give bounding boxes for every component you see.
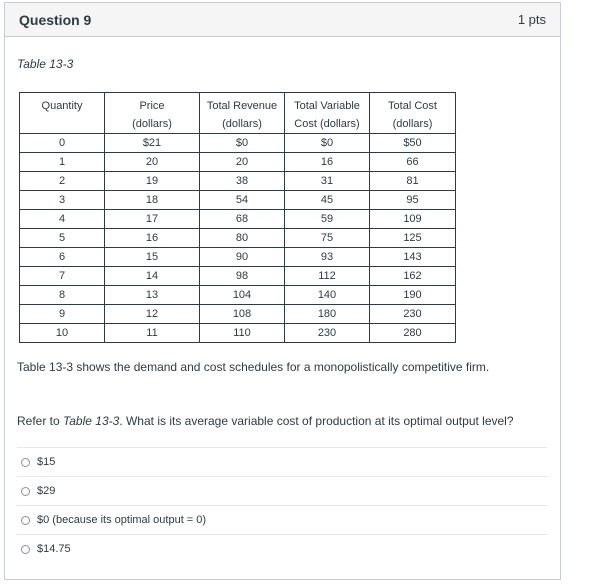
table-description: Table 13-3 shows the demand and cost schedules for a monopolistically competitive firm. [17,360,490,374]
table-cell: 54 [200,191,285,210]
table-row [20,134,456,153]
table-row [20,267,456,286]
table-cell: 108 [200,305,285,324]
question-prompt [17,414,514,428]
table-cell: 15 [105,248,200,267]
table-cell: 13 [105,286,200,305]
column-header-line: (dollars) [222,118,262,130]
table-cell: 98 [200,267,285,286]
table-cell: 180 [285,305,370,324]
question-title: Question 9 [19,11,92,28]
table-cell: 90 [200,248,285,267]
table-cell: 14 [105,267,200,286]
table-cell: 110 [200,324,285,343]
table-row [20,210,456,229]
table-cell: 7 [20,267,105,286]
column-header [200,93,285,134]
table-cell: 11 [105,324,200,343]
table-cell: 8 [20,286,105,305]
table-cell: 66 [370,153,456,172]
answer-option[interactable] [17,476,547,505]
table-cell: 112 [285,267,370,286]
table-cell: 45 [285,191,370,210]
prompt-table-ref: Table 13-3 [63,414,120,428]
question-header [5,3,560,37]
table-cell: 20 [105,153,200,172]
table-cell: 143 [370,248,456,267]
table-cell: 5 [20,229,105,248]
column-header [285,93,370,134]
table-row [20,172,456,191]
column-header-line: (dollars) [132,118,172,130]
table-cell: 4 [20,210,105,229]
table-cell: 9 [20,305,105,324]
table-row [20,286,456,305]
table-row [20,229,456,248]
answer-label: $15 [37,456,56,468]
table-cell: 109 [370,210,456,229]
table-cell: 2 [20,172,105,191]
prompt-rest: . What is its average variable cost of production at its optimal output level? [119,414,514,428]
table-cell: 280 [370,324,456,343]
table-row [20,191,456,210]
table-cell: 230 [285,324,370,343]
column-header-line: Total Revenue [206,100,278,112]
table-cell: 75 [285,229,370,248]
table-cell: 16 [285,153,370,172]
column-header [370,93,456,134]
table-cell: $50 [370,134,456,153]
column-header [20,93,105,134]
table-row [20,305,456,324]
table-cell: 140 [285,286,370,305]
table-cell: 81 [370,172,456,191]
prompt-lead: Refer to [17,414,64,428]
table-cell: 68 [200,210,285,229]
answer-option[interactable] [17,447,547,476]
table-cell: 125 [370,229,456,248]
answer-list [17,447,547,563]
table-label: Table 13-3 [17,57,74,71]
table-cell: $21 [105,134,200,153]
table-cell: 0 [20,134,105,153]
table-cell: 31 [285,172,370,191]
column-header-line: Price [139,100,165,112]
table-cell: 190 [370,286,456,305]
table-cell: 104 [200,286,285,305]
answer-label: $14.75 [37,543,71,555]
data-table [19,92,456,343]
table-cell: 38 [200,172,285,191]
table-cell: $0 [285,134,370,153]
table-cell: 1 [20,153,105,172]
answer-label: $0 (because its optimal output = 0) [37,514,207,526]
column-header-line: Total Variable [294,100,360,112]
answer-label: $29 [37,485,56,497]
table-cell: 20 [200,153,285,172]
column-header-line: Quantity [41,100,83,112]
question-points: 1 pts [517,12,546,27]
table-cell: 16 [105,229,200,248]
table-cell: 59 [285,210,370,229]
column-header-line: (dollars) [392,118,433,130]
radio-button-icon[interactable] [21,487,30,496]
table-cell: 6 [20,248,105,267]
answer-option[interactable] [17,534,547,563]
table-row [20,324,456,343]
column-header-line: Total Cost [388,100,437,112]
table-cell: 10 [20,324,105,343]
table-cell: 19 [105,172,200,191]
table-cell: 95 [370,191,456,210]
table-cell: 12 [105,305,200,324]
radio-button-icon[interactable] [21,516,30,525]
table-cell: 17 [105,210,200,229]
column-header-line: Cost (dollars) [294,118,360,130]
table-cell: $0 [200,134,285,153]
radio-button-icon[interactable] [21,458,30,467]
table-cell: 80 [200,229,285,248]
radio-button-icon[interactable] [21,545,30,554]
table-row [20,153,456,172]
table-cell: 162 [370,267,456,286]
answer-option[interactable] [17,505,547,534]
table-cell: 230 [370,305,456,324]
table-cell: 3 [20,191,105,210]
column-header [105,93,200,134]
table-cell: 93 [285,248,370,267]
table-row [20,248,456,267]
table-cell: 18 [105,191,200,210]
